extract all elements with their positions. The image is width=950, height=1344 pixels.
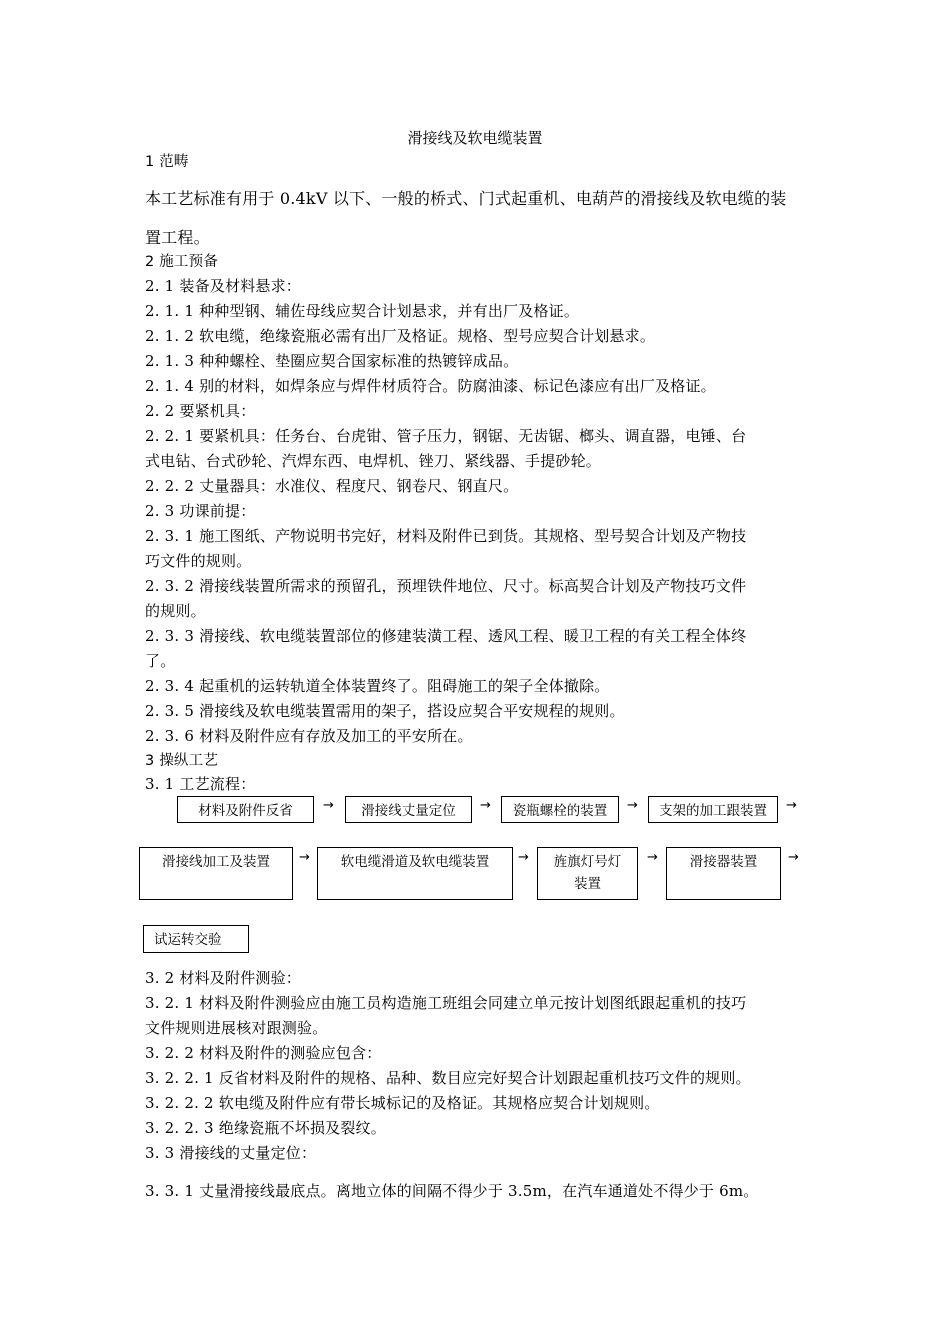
flow-step-trial-run: 试运转交验	[143, 925, 249, 953]
flow-arrow: →	[627, 798, 638, 813]
flow-step-inspect-materials: 材料及附件反省	[177, 796, 314, 823]
text-line: 巧文件的规则。	[145, 552, 252, 570]
flow-label: 3. 1 工艺流程：	[145, 775, 256, 793]
flow-arrow: →	[786, 798, 797, 813]
text-line: 3. 2. 2. 1 反省材料及附件的规格、品种、数目应完好契合计划跟起重机技巧文件的规则。	[145, 1069, 751, 1087]
text-line: 式电钻、台式砂轮、汽焊东西、电焊机、锉刀、紧线器、手提砂轮。	[145, 452, 602, 470]
text-line: 2. 2 要紧机具：	[145, 402, 256, 420]
flow-step-signal-lamp: 旌旗灯号灯装置	[537, 847, 638, 900]
text-line: 2. 3. 1 施工图纸、产物说明书完好，材料及附件已到货。其规格、型号契合计划及产物技	[145, 527, 747, 545]
document-title: 滑接线及软电缆装置	[407, 129, 543, 147]
section-heading-3: 3 操纵工艺	[145, 753, 219, 769]
text-line: 2. 1. 2 软电缆，绝缘瓷瓶必需有出厂及格证。规格、型号应契合计划悬求。	[145, 327, 656, 345]
flow-step-cable-track-install: 软电缆滑道及软电缆装置	[317, 847, 513, 900]
section-heading-2: 2 施工预备	[145, 254, 219, 270]
flow-arrow: →	[788, 850, 799, 865]
flow-step-measure-positioning: 滑接线丈量定位	[345, 796, 472, 823]
text-line: 2. 3 功课前提：	[145, 502, 256, 520]
text-line: 3. 2. 2 材料及附件的测验应包含：	[145, 1044, 382, 1062]
flow-arrow: →	[518, 850, 529, 865]
text-line: 2. 1. 1 种种型钢、辅佐母线应契合计划悬求，并有出厂及格证。	[145, 302, 580, 320]
flow-arrow: →	[647, 850, 658, 865]
text-line: 3. 2 材料及附件测验：	[145, 969, 301, 987]
text-line: 2. 3. 4 起重机的运转轨道全体装置终了。阻碍施工的架子全体撤除。	[145, 677, 610, 695]
text-line: 2. 3. 5 滑接线及软电缆装置需用的架子，搭设应契合平安规程的规则。	[145, 702, 625, 720]
text-line: 2. 2. 2 丈量器具：水准仪、程度尺、钢卷尺、钢直尺。	[145, 477, 519, 495]
text-line: 的规则。	[145, 602, 206, 620]
text-line: 2. 3. 2 滑接线装置所需求的预留孔，预埋铁件地位、尺寸。标高契合计划及产物技巧文件	[145, 577, 747, 595]
text-line: 3. 3 滑接线的丈量定位：	[145, 1144, 317, 1162]
flow-arrow: →	[299, 850, 310, 865]
paragraph-line: 本工艺标准有用于 0.4kV 以下、一般的桥式、门式起重机、电葫芦的滑接线及软电缆的装	[145, 189, 787, 208]
flow-step-trolley-wire-install: 滑接线加工及装置	[139, 847, 293, 900]
text-line: 文件规则进展核对跟测验。	[145, 1019, 328, 1037]
text-line: 2. 3. 6 材料及附件应有存放及加工的平安所在。	[145, 727, 473, 745]
section-heading-1: 1 范畴	[145, 154, 189, 170]
flow-step-insulator-bolts: 瓷瓶螺栓的装置	[501, 796, 619, 823]
paragraph-line: 置工程。	[145, 228, 210, 247]
text-line: 了。	[145, 652, 176, 670]
text-line: 2. 1. 4 别的材料，如焊条应与焊件材质符合。防腐油漆、标记色漆应有出厂及格证。	[145, 377, 716, 395]
text-line: 2. 1. 3 种种螺栓、垫圈应契合国家标准的热镀锌成品。	[145, 352, 519, 370]
text-line: 3. 2. 2. 2 软电缆及附件应有带长城标记的及格证。其规格应契合计划规则。	[145, 1094, 660, 1112]
text-line: 3. 2. 1 材料及附件测验应由施工员构造施工班组会同建立单元按计划图纸跟起重机的技巧	[145, 994, 747, 1012]
text-line: 2. 3. 3 滑接线、软电缆装置部位的修建装潢工程、透风工程、暖卫工程的有关工程全体终	[145, 627, 747, 645]
flow-arrow: →	[480, 798, 491, 813]
text-line: 3. 3. 1 丈量滑接线最底点。离地立体的间隔不得少于 3.5m，在汽车通道处不得少于 6m。	[145, 1182, 759, 1200]
flow-step-collector-install: 滑接器装置	[666, 847, 781, 900]
text-line: 2. 1 装备及材料悬求：	[145, 277, 301, 295]
text-line: 2. 2. 1 要紧机具：任务台、台虎钳、管子压力，钢锯、无齿锯、榔头、调直器，电锤、台	[145, 427, 747, 445]
text-line: 3. 2. 2. 3 绝缘瓷瓶不坏损及裂纹。	[145, 1119, 386, 1137]
flow-step-bracket-fabrication: 支架的加工跟装置	[648, 796, 778, 823]
flow-arrow: →	[323, 798, 334, 813]
